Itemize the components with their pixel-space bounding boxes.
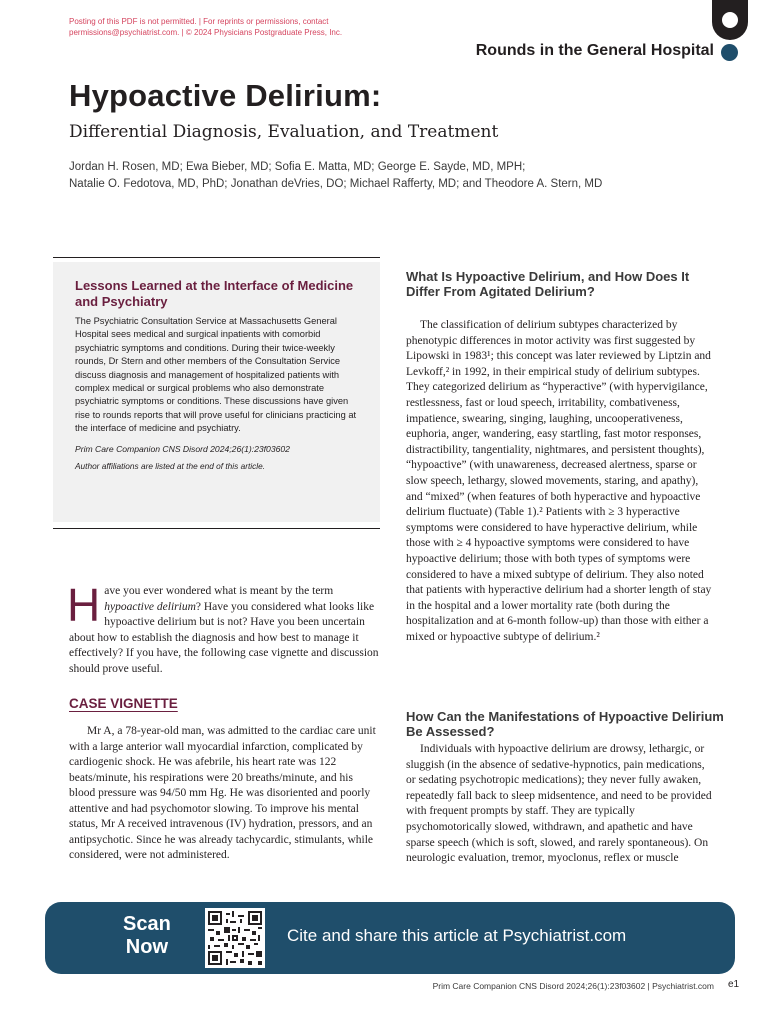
lessons-body: The Psychiatric Consultation Service at Massachusetts General Hospital sees medical and surgical inpatients with comorbid psychiatric symptoms and conditions. During their twice-weekly rounds, Dr Stern and other members of the Consultation Service discuss diagnosis and management of hospitalized patients with complex medical or surgical problems who also demonstrate psychiatric symptoms or conditions. These discussions have given rise to rounds reports that will prove useful for clinicians practicing at the interface of medicine and psychiatry. — [75, 316, 357, 434]
article-title: Hypoactive Delirium: — [69, 78, 382, 113]
scan-label-line-1: Scan — [123, 913, 171, 935]
intro-text-end: ? Have you considered what looks like hypoactive delirium but is not? Have you been uncertain about how to establish the diagnosis and how best to manage it effectively? If you have, the following case vignette and discussion should prove useful. — [69, 600, 379, 675]
section1-heading: What Is Hypoactive Delirium, and How Does It Differ From Agitated Delirium? — [406, 269, 690, 299]
qr-code-icon[interactable] — [205, 908, 265, 968]
notice-line-1: Posting of this PDF is not permitted. | For reprints or permissions, contact — [69, 17, 329, 26]
scan-label-line-2: Now — [125, 936, 169, 958]
lessons-affiliations: Author affiliations are listed at the end of this article. — [75, 460, 266, 471]
lessons-citation: Prim Care Companion CNS Disord 2024;26(1):23f03602 — [75, 443, 290, 454]
cite-share-link[interactable]: Cite and share this article at Psychiatrist.com — [287, 926, 627, 945]
author-list — [69, 159, 709, 193]
case-vignette-body: Mr A, a 78-year-old man, was admitted to the cardiac care unit with a large anterior wall myocardial infarction, complicated by cardiogenic shock. He was afebrile, his heart rate was 122 beats/minute, his respirations were 20 breaths/minute, and his blood pressure was 94/50 mm Hg. He was disoriented and poorly attentive and had psychomotor slowing. To improve his mental status, Mr A received intravenous (IV) hydration, pressors, and an antipsychotic. Since he was already tachycardic, stimulants, while considered, were not administered. — [69, 725, 376, 861]
scan-banner[interactable] — [45, 902, 735, 974]
logo-dot — [722, 12, 738, 28]
notice-line-2: permissions@psychiatrist.com. | © 2024 Physicians Postgraduate Press, Inc. — [69, 28, 343, 37]
intro-italic-term: hypoactive delirium — [104, 600, 196, 613]
permissions-notice — [69, 16, 389, 38]
lessons-title: Lessons Learned at the Interface of Medicine and Psychiatry — [75, 278, 354, 309]
logo-tab-icon — [712, 0, 748, 40]
section-dot-icon — [721, 44, 738, 61]
section2-heading: How Can the Manifestations of Hypoactive Delirium Be Assessed? — [406, 709, 724, 739]
section-label: Rounds in the General Hospital — [475, 42, 714, 59]
lessons-sidebar — [53, 262, 380, 522]
article-subtitle: Differential Diagnosis, Evaluation, and Treatment — [69, 122, 499, 142]
intro-text-start: ave you ever wondered what is meant by the term — [104, 585, 334, 597]
section2-body: Individuals with hypoactive delirium are drowsy, lethargic, or sluggish (in the absence of sedative-hypnotics, pain medications, or sedating psychotropic medications); they never fully awaken, repeatedly fall back to sleep midsentence, and need to be provided with frequent prompts by staff. They are typically psychomotorically slowed, withdrawn, and apathetic and have sparse speech (which is soft, slowed, and rarely spontaneous). On neurologic evaluation, tremor, myoclonus, reflex or muscle — [406, 743, 712, 865]
sidebar-top-rule — [53, 257, 380, 258]
sidebar-bottom-rule — [53, 528, 380, 529]
authors-line-2: Natalie O. Fedotova, MD, PhD; Jonathan deVries, DO; Michael Rafferty, MD; and Theodore A. Stern, MD — [69, 178, 603, 190]
intro-paragraph — [67, 579, 379, 677]
drop-cap: H — [67, 579, 101, 631]
scan-now-label — [123, 913, 171, 959]
qr-code-graphic — [208, 911, 262, 965]
section1-body: The classification of delirium subtypes characterized by phenotypic differences in motor activity was first suggested by Lipowski in 1983¹; this concept was later reviewed by Liptzin and Levkoff,² in 1992, in their empirical study of delirium subtypes. They categorized delirium as “hyperactive” (with hypervigilance, restlessness, fast or loud speech, irritability, combativeness, impatience, swearing, singing, laughing, uncooperativeness, euphoria, anger, wandering, easy startling, fast motor responses, distractibility, tangentiality, nightmares, and persistent thoughts), “hypoactive” (with unawareness, decreased alertness, sparse or slow speech, lethargy, slowed movements, staring, and apathy), and “mixed” (when features of both hyperactive and hypoactive delirium fluctuate) (Table 1).² Patients with ≥ 3 hyperactive symptoms were considered to have hyperactive delirium, while those with ≥ 4 hypoactive symptoms were considered to have hypoactive delirium; those with both types of symptoms were considered to have a mixed subtype of delirium. They also noted that patients with hyperactive delirium had a shorter length of stay in the hospital and a lower mortality rate (both during the hospitalization and at 6-month follow-up) than those with either a mixed or hypoactive subtype of delirium.² — [406, 319, 712, 643]
footer-citation: Prim Care Companion CNS Disord 2024;26(1):23f03602 | Psychiatrist.com — [432, 981, 714, 991]
case-vignette-heading: CASE VIGNETTE — [69, 696, 178, 711]
authors-line-1: Jordan H. Rosen, MD; Ewa Bieber, MD; Sofia E. Matta, MD; George E. Sayde, MD, MPH; — [69, 161, 526, 173]
page-number: e1 — [728, 979, 740, 990]
